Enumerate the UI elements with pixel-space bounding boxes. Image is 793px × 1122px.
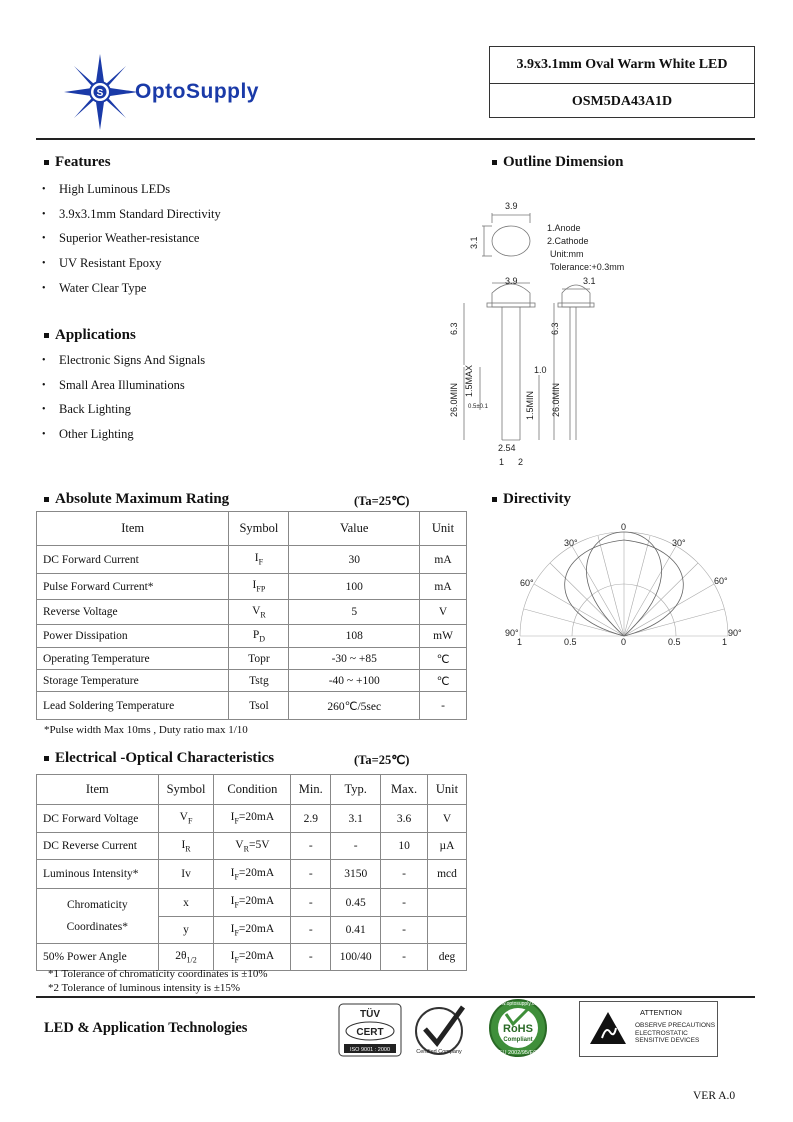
title-box xyxy=(489,46,755,118)
cell-item: Lead Soldering Temperature xyxy=(37,692,229,720)
dim-label: 0.5±0.1 xyxy=(468,404,488,410)
list-item: • Other Lighting xyxy=(42,426,134,441)
directivity-chart xyxy=(500,518,750,648)
angle-label: 90° xyxy=(505,628,519,638)
bullet-square-icon xyxy=(44,333,49,338)
cell-min: - xyxy=(291,860,331,889)
cell-item: Luminous Intensity* xyxy=(37,860,159,889)
list-item: • Back Lighting xyxy=(42,402,131,417)
cell-typ: 3150 xyxy=(331,860,381,889)
list-item: • UV Resistant Epoxy xyxy=(42,255,162,270)
dim-label: 6.3 xyxy=(449,322,459,335)
table-row xyxy=(37,546,467,574)
list-item: • High Luminous LEDs xyxy=(42,181,171,196)
cell-unit: mW xyxy=(420,625,467,648)
cell-unit: mcd xyxy=(428,860,467,889)
cell-value: 108 xyxy=(289,625,420,648)
column-header: Unit xyxy=(420,512,467,546)
product-title: 3.9x3.1mm Oval Warm White LED xyxy=(516,57,728,72)
rohs-logo xyxy=(481,996,555,1062)
version-label: VER A.0 xyxy=(693,1090,736,1102)
company-name: OptoSupply xyxy=(135,80,259,103)
dim-label: 2 xyxy=(518,457,524,467)
svg-text:Certified Company: Certified Company xyxy=(416,1049,462,1055)
intensity-note: *2 Tolerance of luminous intensity is ±15% xyxy=(48,982,241,994)
column-header: Condition xyxy=(214,775,291,805)
scale-label: 1 xyxy=(517,637,523,647)
cell-symbol: $P_D$ xyxy=(229,625,289,648)
cell-condition: $V_R=5V$ xyxy=(214,833,291,860)
bottom-divider xyxy=(36,996,755,998)
list-item: • Small Area Illuminations xyxy=(42,377,185,392)
electro-heading: Electrical -Optical Characteristics xyxy=(44,750,274,767)
cell-symbol: $I_R$ xyxy=(158,833,214,860)
cell-condition: $I_F=20mA$ xyxy=(214,860,291,889)
bullet-square-icon xyxy=(44,160,49,165)
column-header: Item xyxy=(37,512,229,546)
cell-typ: - xyxy=(331,833,381,860)
cell-min: 2.9 xyxy=(291,805,331,833)
dim-label: 3.1 xyxy=(583,276,596,286)
certified-company-logo xyxy=(411,1001,471,1057)
electro-condition: (Ta=25℃) xyxy=(354,753,410,767)
front-body xyxy=(492,284,530,307)
list-item: • Electronic Signs And Signals xyxy=(42,352,206,367)
note-tolerance: Tolerance:+0.3mm xyxy=(550,262,625,272)
cell-item: DC Reverse Current xyxy=(37,833,159,860)
svg-text:EU 2002/95/EC: EU 2002/95/EC xyxy=(498,1050,538,1056)
table-row xyxy=(37,805,467,833)
cell-max: 10 xyxy=(381,833,428,860)
cell-max: - xyxy=(381,860,428,889)
cell-unit: ℃ xyxy=(420,648,467,670)
svg-text:RoHS: RoHS xyxy=(503,1023,533,1035)
features-heading: Features xyxy=(44,154,111,171)
table-header-row xyxy=(37,775,467,805)
cell-typ: 0.45 xyxy=(331,889,381,917)
tuv-cert-logo xyxy=(338,1003,402,1057)
cell-condition: $I_F=20mA$ xyxy=(214,805,291,833)
abs-max-condition: (Ta=25℃) xyxy=(354,494,410,508)
column-header: Unit xyxy=(428,775,467,805)
table-header-row xyxy=(37,512,467,546)
top-divider xyxy=(36,138,755,140)
svg-text:CERT: CERT xyxy=(356,1027,384,1038)
list-item: • Superior Weather-resistance xyxy=(42,231,200,246)
bullet-square-icon xyxy=(44,497,49,502)
bullet-square-icon xyxy=(492,160,497,165)
cell-min: - xyxy=(291,889,331,917)
part-number: OSM5DA43A1D xyxy=(490,83,754,119)
angle-label: 30° xyxy=(564,538,578,548)
cell-unit: V xyxy=(428,805,467,833)
esd-title: ATTENTION xyxy=(640,1008,682,1017)
scale-label: 0 xyxy=(621,637,627,647)
svg-text:TÜV: TÜV xyxy=(360,1009,380,1020)
svg-text:S: S xyxy=(96,88,104,99)
abs-max-table xyxy=(36,511,467,720)
pulse-note: *Pulse width Max 10ms , Duty ratio max 1/10 xyxy=(44,724,248,736)
abs-max-heading: Absolute Maximum Rating xyxy=(44,491,229,508)
table-row xyxy=(37,648,467,670)
table-row xyxy=(37,574,467,600)
dim-label: 1 xyxy=(499,457,505,467)
outline-heading: Outline Dimension xyxy=(492,154,623,171)
cell-unit xyxy=(428,889,467,917)
dim-label: 26.0MIN xyxy=(551,382,561,417)
cell-unit: deg xyxy=(428,944,467,971)
scale-label: 0.5 xyxy=(564,637,577,647)
outline-drawing xyxy=(440,195,670,475)
cell-value: 100 xyxy=(289,574,420,600)
cell-min: - xyxy=(291,944,331,971)
esd-text: OBSERVE PRECAUTIONS ELECTROSTATIC SENSITIVE DEVICES xyxy=(635,1022,716,1044)
cell-unit: V xyxy=(420,600,467,625)
cell-value: -40 ~ +100 xyxy=(289,670,420,692)
table-row xyxy=(37,600,467,625)
cell-max: - xyxy=(381,917,428,944)
cell-max: - xyxy=(381,944,428,971)
star-logo-icon xyxy=(62,52,142,132)
note-unit: Unit:mm xyxy=(550,249,584,259)
column-header: Typ. xyxy=(331,775,381,805)
dim-label: 1.0 xyxy=(534,365,547,375)
scale-label: 0.5 xyxy=(668,637,681,647)
cell-symbol: y xyxy=(158,917,214,944)
table-row xyxy=(37,860,467,889)
cell-unit: - xyxy=(420,692,467,720)
column-header: Item xyxy=(37,775,159,805)
cell-item: Chromaticity Coordinates* xyxy=(37,889,159,944)
cell-symbol: Tsol xyxy=(229,692,289,720)
svg-text:Compliant: Compliant xyxy=(503,1037,533,1043)
column-header: Max. xyxy=(381,775,428,805)
cell-min: - xyxy=(291,917,331,944)
cell-item: Operating Temperature xyxy=(37,648,229,670)
esd-warning-label xyxy=(579,1001,718,1057)
angle-label: 0 xyxy=(621,522,627,532)
svg-text:ISO 9001 : 2000: ISO 9001 : 2000 xyxy=(349,1047,391,1053)
dim-label: 3.1 xyxy=(469,236,479,249)
cell-unit xyxy=(428,917,467,944)
cell-symbol: $I_F$ xyxy=(229,546,289,574)
dim-label: 3.9 xyxy=(505,201,518,211)
cell-condition: $I_F=20mA$ xyxy=(214,944,291,971)
features-list xyxy=(42,177,221,300)
svg-text:www.optosupply.com: www.optosupply.com xyxy=(494,1001,542,1007)
applications-list xyxy=(42,348,205,447)
chromaticity-note: *1 Tolerance of chromaticity coordinates is ±10% xyxy=(48,968,268,980)
cell-item: Storage Temperature xyxy=(37,670,229,692)
table-row xyxy=(37,889,467,917)
cell-value: -30 ~ +85 xyxy=(289,648,420,670)
column-header: Value xyxy=(289,512,420,546)
dim-label: 26.0MIN xyxy=(449,382,459,417)
note-anode: 1.Anode xyxy=(547,223,581,233)
dim-label: 2.54 xyxy=(498,443,516,453)
table-row xyxy=(37,944,467,971)
esd-warning-icon xyxy=(588,1010,628,1046)
column-header: Min. xyxy=(291,775,331,805)
table-row xyxy=(37,670,467,692)
cell-condition: $I_F=20mA$ xyxy=(214,889,291,917)
side-body xyxy=(562,285,590,307)
cell-item: Power Dissipation xyxy=(37,625,229,648)
top-view-ellipse xyxy=(492,226,530,256)
dim-label: 1.5MAX xyxy=(464,364,474,397)
table-row xyxy=(37,692,467,720)
cell-symbol: $V_F$ xyxy=(158,805,214,833)
cell-item: Pulse Forward Current* xyxy=(37,574,229,600)
angle-label: 60° xyxy=(520,578,534,588)
cell-item: DC Forward Voltage xyxy=(37,805,159,833)
cell-unit: mA xyxy=(420,546,467,574)
cell-symbol: x xyxy=(158,889,214,917)
cell-item: Reverse Voltage xyxy=(37,600,229,625)
angle-label: 30° xyxy=(672,538,686,548)
angle-label: 60° xyxy=(714,576,728,586)
dim-label: 3.9 xyxy=(505,276,518,286)
dim-label: 6.3 xyxy=(550,322,560,335)
electro-table xyxy=(36,774,467,971)
directivity-heading: Directivity xyxy=(492,491,571,508)
list-item: • 3.9x3.1mm Standard Directivity xyxy=(42,206,221,221)
cell-symbol: $I_{FP}$ xyxy=(229,574,289,600)
cell-symbol: Topr xyxy=(229,648,289,670)
cell-max: - xyxy=(381,889,428,917)
applications-heading: Applications xyxy=(44,327,136,344)
table-row xyxy=(37,833,467,860)
cell-unit: mA xyxy=(420,574,467,600)
cell-condition: $I_F=20mA$ xyxy=(214,917,291,944)
cell-item: 50% Power Angle xyxy=(37,944,159,971)
cell-value: 260℃/5sec xyxy=(289,692,420,720)
column-header: Symbol xyxy=(229,512,289,546)
bullet-square-icon xyxy=(492,497,497,502)
cell-symbol: $V_R$ xyxy=(229,600,289,625)
cell-min: - xyxy=(291,833,331,860)
angle-label: 90° xyxy=(728,628,742,638)
company-tagline: LED & Application Technologies xyxy=(44,1020,248,1036)
column-header: Symbol xyxy=(158,775,214,805)
cell-item: DC Forward Current xyxy=(37,546,229,574)
cell-symbol: $2\theta_{1/2}$ xyxy=(158,944,214,971)
list-item: • Water Clear Type xyxy=(42,280,147,295)
cell-symbol: Tstg xyxy=(229,670,289,692)
cell-value: 30 xyxy=(289,546,420,574)
cell-unit: ℃ xyxy=(420,670,467,692)
cell-max: 3.6 xyxy=(381,805,428,833)
cell-unit: µA xyxy=(428,833,467,860)
cell-typ: 100/40 xyxy=(331,944,381,971)
scale-label: 1 xyxy=(722,637,728,647)
cell-value: 5 xyxy=(289,600,420,625)
bullet-square-icon xyxy=(44,756,49,761)
cell-typ: 3.1 xyxy=(331,805,381,833)
note-cathode: 2.Cathode xyxy=(547,236,589,246)
cell-symbol: Iv xyxy=(158,860,214,889)
table-row xyxy=(37,625,467,648)
cell-typ: 0.41 xyxy=(331,917,381,944)
dim-label: 1.5MIN xyxy=(525,390,535,420)
